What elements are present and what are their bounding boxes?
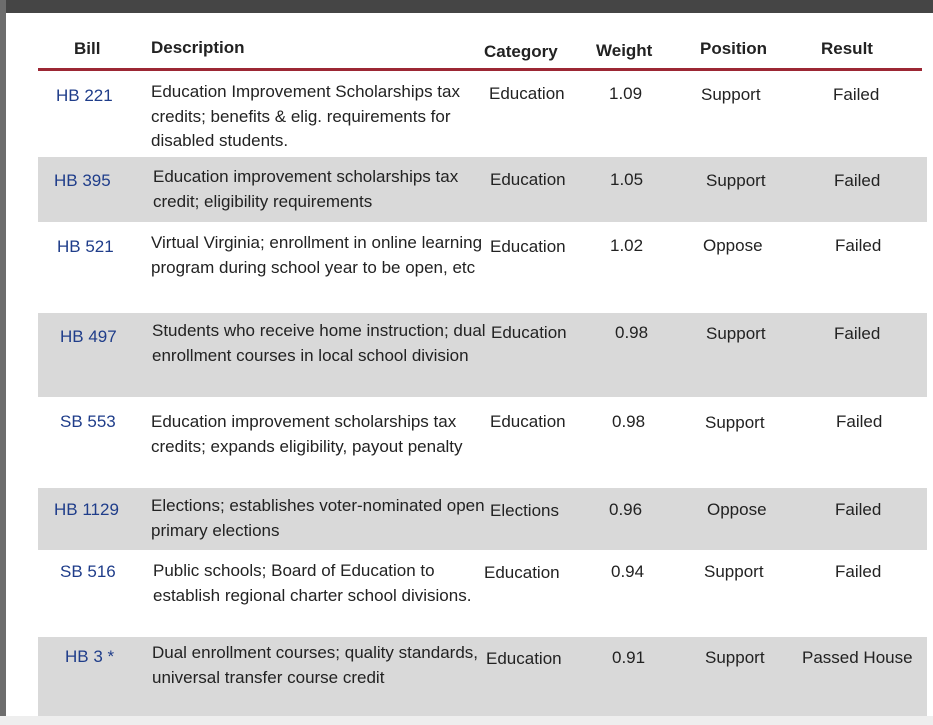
header-category: Category (484, 42, 558, 61)
bill-category: Education (484, 563, 560, 582)
table-row (38, 313, 927, 397)
bill-category: Elections (490, 501, 559, 520)
bill-position: Oppose (707, 500, 767, 519)
bill-description: Virtual Virginia; enrollment in online learning program during school year to be open, etc (151, 233, 483, 277)
bill-weight: 0.96 (609, 500, 643, 519)
bill-result: Failed (836, 412, 883, 431)
bill-link[interactable]: SB 553 (60, 412, 116, 431)
bill-weight: 0.98 (615, 323, 649, 342)
bill-link[interactable]: HB 1129 (54, 500, 119, 519)
bill-weight: 1.09 (609, 84, 643, 103)
header-bill: Bill (74, 39, 101, 58)
bill-category: Education (490, 170, 566, 189)
bill-weight: 1.02 (610, 236, 644, 255)
bill-position: Support (706, 324, 766, 343)
bill-link[interactable]: HB 3 * (65, 647, 115, 666)
bill-description: Public schools; Board of Education to establish regional charter school divisions. (153, 561, 472, 605)
bill-weight: 0.98 (612, 412, 646, 431)
bill-category: Education (490, 237, 566, 256)
bill-link[interactable]: HB 395 (54, 171, 111, 190)
bill-category: Education (486, 649, 562, 668)
bill-description: Elections; establishes voter-nominated open primary elections (151, 496, 485, 540)
bill-position: Support (704, 562, 764, 581)
bill-link[interactable]: HB 221 (56, 86, 113, 105)
bill-link[interactable]: SB 516 (60, 562, 116, 581)
bill-link[interactable]: HB 497 (60, 327, 117, 346)
header-description: Description (151, 38, 245, 57)
table-row (38, 398, 927, 488)
header-weight: Weight (596, 41, 653, 60)
header-divider (38, 68, 922, 71)
table-row (38, 157, 927, 222)
bill-weight: 0.94 (611, 562, 645, 581)
header-position: Position (700, 39, 768, 58)
bill-description: Dual enrollment courses; quality standards, universal transfer course credit (152, 643, 478, 687)
bills-table (38, 30, 927, 687)
bill-description: Education improvement scholarships tax credit; eligibility requirements (153, 167, 459, 211)
window-left-border (0, 0, 6, 725)
bottom-edge (0, 716, 933, 725)
table-row (38, 637, 927, 717)
bill-category: Education (489, 84, 565, 103)
bill-position: Support (705, 413, 765, 432)
bill-result: Failed (834, 171, 881, 190)
table-row (38, 72, 927, 157)
bill-result: Failed (835, 500, 882, 519)
bill-position: Support (705, 648, 765, 667)
bill-result: Failed (835, 562, 882, 581)
bill-description: Education improvement scholarships tax credits; expands eligibility, payout penalty (151, 412, 463, 456)
table-header (38, 30, 927, 68)
window-top-bar (0, 0, 933, 13)
bill-result: Failed (833, 85, 880, 104)
bill-description: Students who receive home instruction; dual enrollment courses in local school division (152, 321, 486, 365)
bill-result: Failed (834, 324, 881, 343)
bill-position: Support (701, 85, 761, 104)
header-result: Result (821, 39, 873, 58)
bill-category: Education (490, 412, 566, 431)
bill-result: Passed House (802, 648, 913, 667)
bill-result: Failed (835, 236, 882, 255)
bill-position: Oppose (703, 236, 763, 255)
bill-link[interactable]: HB 521 (57, 237, 114, 256)
bill-weight: 0.91 (612, 648, 646, 667)
table-row (38, 222, 927, 308)
table-row (38, 488, 927, 550)
bill-category: Education (491, 323, 567, 342)
bill-weight: 1.05 (610, 170, 644, 189)
bill-position: Support (706, 171, 766, 190)
bill-description: Education Improvement Scholarships tax credits; benefits & elig. requirements for disabled students. (151, 82, 460, 150)
